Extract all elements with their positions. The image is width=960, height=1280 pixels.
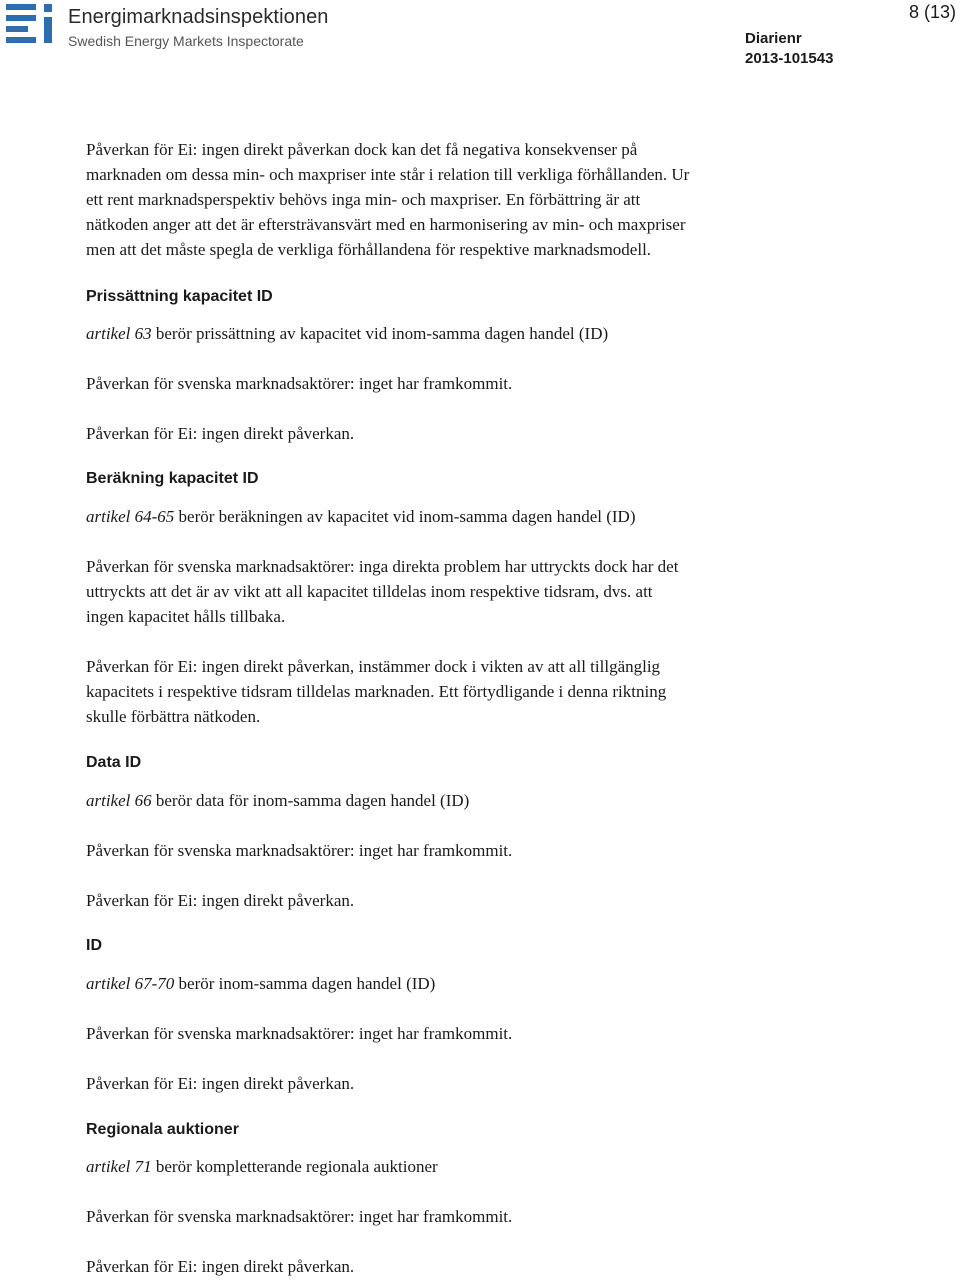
text-line: ett rent marknadsperspektiv behövs inga min- och maxpriser. En förbättring är att: [86, 190, 641, 209]
article-line: [86, 788, 826, 813]
diarie-number: 2013-101543: [745, 50, 834, 67]
article-ref: artikel 66: [86, 791, 152, 810]
text-line: men att det måste spegla de verkliga förhållandena för respektive marknadsmodell.: [86, 240, 652, 259]
text-line: ingen kapacitet hålls tillbaka.: [86, 607, 286, 626]
text-line: Påverkan för svenska marknadsaktörer: inga direkta problem har uttryckts dock har det: [86, 557, 679, 576]
impact-ei: Påverkan för Ei: ingen direkt påverkan.: [86, 424, 355, 443]
text-line: Påverkan för Ei: ingen direkt påverkan, instämmer dock i vikten av att all tillgänglig: [86, 657, 661, 676]
article-ref: artikel 71: [86, 1157, 152, 1176]
impact-market: Påverkan för svenska marknadsaktörer: inget har framkommit.: [86, 841, 513, 860]
impact-ei: Påverkan för Ei: ingen direkt påverkan.: [86, 1074, 355, 1093]
org-name-english: Swedish Energy Markets Inspectorate: [68, 33, 304, 49]
section-heading: Regionala auktioner: [86, 1121, 239, 1138]
article-ref: artikel 67-70: [86, 974, 175, 993]
diarie-label: Diarienr: [745, 30, 802, 47]
article-line: [86, 504, 826, 529]
section-heading: Prissättning kapacitet ID: [86, 288, 273, 305]
article-text: berör prissättning av kapacitet vid inom-samma dagen handel (ID): [151, 324, 609, 343]
text-line: kapacitets i respektive tidsram tilldelas marknaden. Ett förtydligande i denna riktning: [86, 682, 667, 701]
page-number: 8 (13): [908, 2, 956, 22]
impact-ei: Påverkan för Ei: ingen direkt påverkan.: [86, 891, 355, 910]
article-ref: artikel 63: [86, 324, 152, 343]
impact-ei: Påverkan för Ei: ingen direkt påverkan.: [86, 1257, 355, 1276]
section-heading: ID: [86, 937, 102, 954]
article-text: berör data för inom-samma dagen handel (ID): [151, 791, 470, 810]
text-line: uttryckts att det är av vikt att all kapacitet tilldelas inom respektive tidsram, dvs. att: [86, 582, 653, 601]
text-line: nätkoden anger att det är eftersträvansvärt med en harmonisering av min- och maxpriser: [86, 215, 686, 234]
article-text: berör kompletterande regionala auktioner: [151, 1157, 438, 1176]
section-heading: Beräkning kapacitet ID: [86, 470, 259, 487]
impact-market: Påverkan för svenska marknadsaktörer: inget har framkommit.: [86, 1024, 513, 1043]
article-line: [86, 321, 826, 346]
article-line: [86, 971, 826, 996]
article-line: [86, 1154, 826, 1179]
text-line: skulle förbättra nätkoden.: [86, 707, 261, 726]
text-line: Påverkan för Ei: ingen direkt påverkan dock kan det få negativa konsekvenser på: [86, 140, 638, 159]
ei-logo-icon: [6, 4, 58, 48]
article-text: berör inom-samma dagen handel (ID): [174, 974, 436, 993]
article-ref: artikel 64-65: [86, 507, 175, 526]
article-text: berör beräkningen av kapacitet vid inom-samma dagen handel (ID): [174, 507, 636, 526]
section-heading: Data ID: [86, 754, 142, 771]
impact-market: Påverkan för svenska marknadsaktörer: inget har framkommit.: [86, 1207, 513, 1226]
text-line: marknaden om dessa min- och maxpriser inte står i relation till verkliga förhållanden. Ur: [86, 165, 690, 184]
org-name: Energimarknadsinspektionen: [68, 6, 329, 28]
impact-market: Påverkan för svenska marknadsaktörer: inget har framkommit.: [86, 374, 513, 393]
